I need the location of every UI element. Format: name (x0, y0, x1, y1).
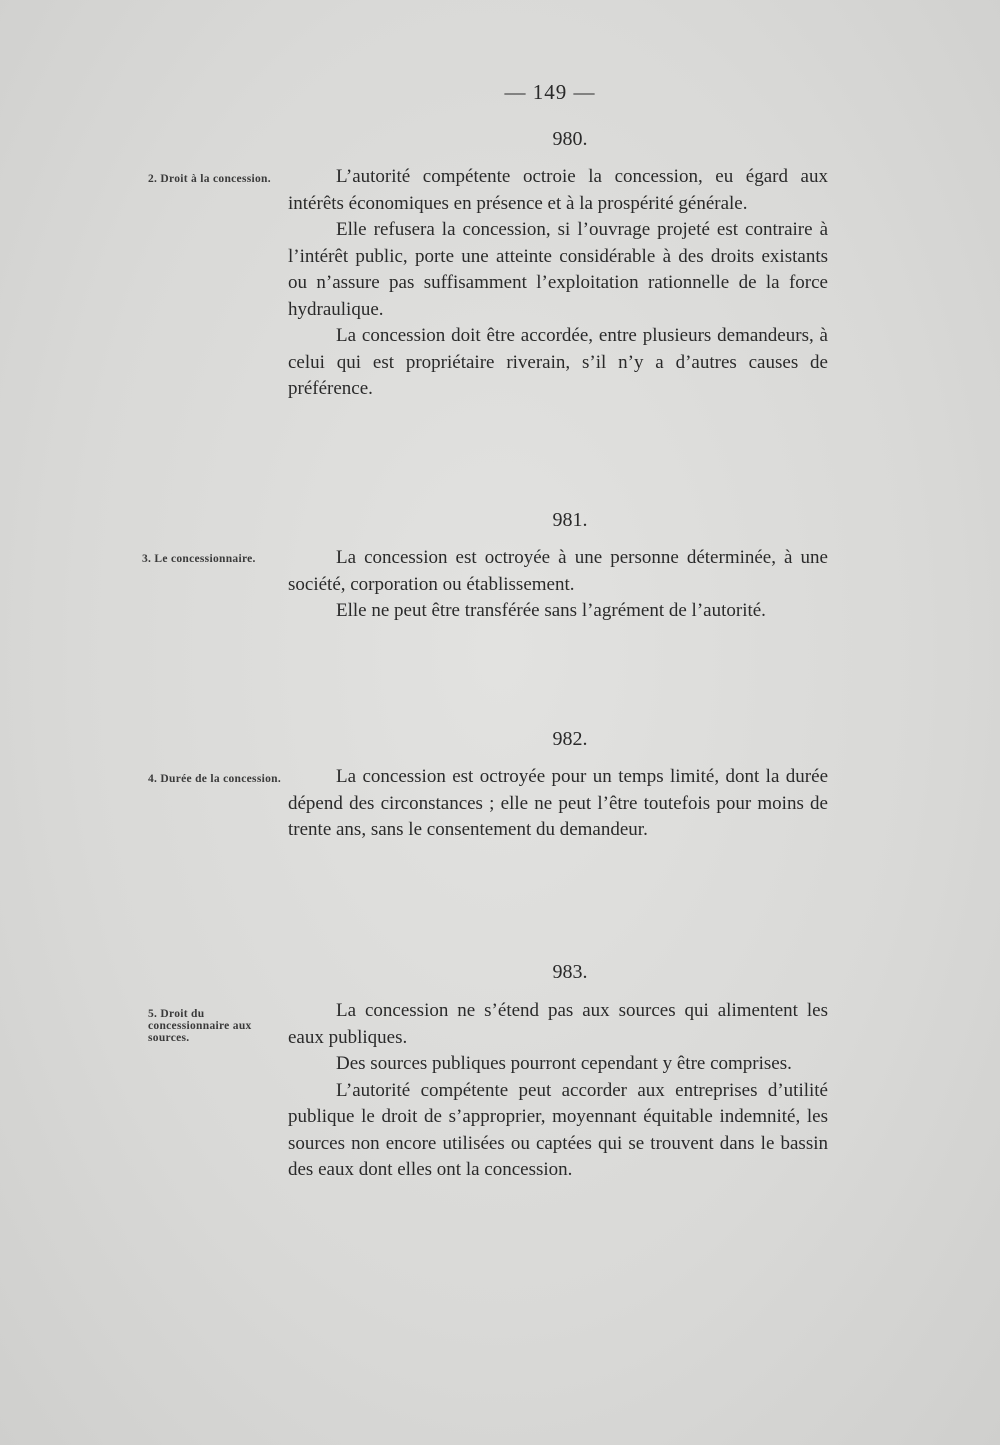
article-number-982: 982. (552, 728, 588, 750)
article-980-body (288, 164, 828, 403)
paragraph: Des sources publiques pourront cependant y être comprises. (336, 1053, 792, 1074)
page-number: — 149 — (504, 80, 596, 104)
paragraph: L’autorité compétente octroie la concession, eu égard aux intérêts économiques en présence et à la prospérité générale. (288, 166, 828, 214)
paragraph: Elle refusera la concession, si l’ouvrage projeté est contraire à l’intérêt public, porte une atteinte considérable à des droits existants ou n’assure pas suffisamment l’exploitation rationnelle de la force hydraulique. (288, 219, 828, 320)
paragraph: Elle ne peut être transférée sans l’agrément de l’autorité. (336, 600, 766, 621)
article-number-980: 980. (552, 128, 588, 150)
margin-note-droit-sources: 5. Droit du concessionnaire aux sources. (148, 1008, 252, 1044)
margin-note-concessionnaire: 3. Le concessionnaire. (142, 553, 256, 565)
article-983-body (288, 998, 828, 1184)
paragraph: La concession ne s’étend pas aux sources qui alimentent les eaux publiques. (288, 1000, 828, 1048)
article-number-981: 981. (552, 509, 588, 531)
margin-note-duree-concession: 4. Durée de la concession. (148, 773, 282, 785)
paragraph: L’autorité compétente peut accorder aux entreprises d’utilité publique le droit de s’approprier, moyennant équitable indemnité, les sources non encore utilisées ou captées qui se trouvent dans le bassin des eaux dont elles ont la concession. (288, 1079, 828, 1180)
paragraph: La concession est octroyée pour un temps limité, dont la durée dépend des circonstances ; elle ne peut l’être toutefois pour moins de trente ans, sans le consentement du demandeur. (288, 766, 828, 840)
paragraph: La concession est octroyée à une personne déterminée, à une société, corporation ou établissement. (288, 547, 828, 595)
article-number-983: 983. (552, 961, 588, 983)
article-982-body (288, 764, 828, 844)
paragraph: La concession doit être accordée, entre plusieurs demandeurs, à celui qui est propriétaire riverain, s’il n’y a d’autres causes de préférence. (288, 325, 828, 399)
article-981-body (288, 545, 828, 625)
margin-note-droit-concession: 2. Droit à la concession. (148, 173, 271, 185)
